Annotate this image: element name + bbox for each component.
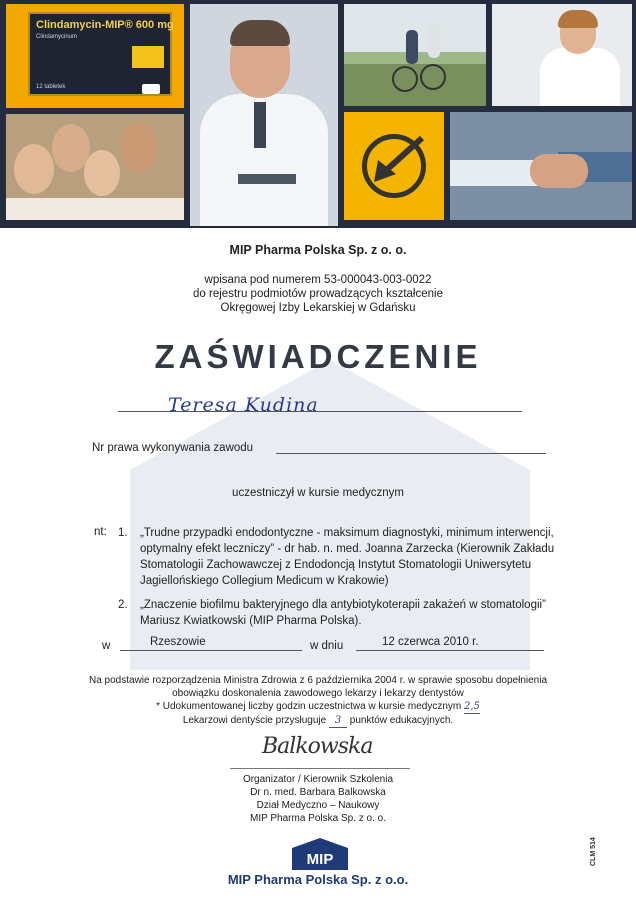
- document-title: ZAŚWIADCZENIE: [154, 338, 482, 375]
- registration-line: do rejestru podmiotów prowadzących kształcenie: [193, 288, 443, 300]
- hours-label: * Udokumentowanej liczby godzin uczestnictwa w kursie medycznym: [156, 701, 462, 712]
- legal-line: Na podstawie rozporządzenia Ministra Zdrowia z 6 października 2004 r. w sprawie sposobu dopełnienia: [88, 675, 548, 686]
- course-item: [140, 597, 546, 629]
- footer-company-name: MIP Pharma Polska Sp. z o.o.: [227, 872, 409, 887]
- clothing: [6, 198, 184, 220]
- arrow-down-left-icon: [344, 112, 444, 220]
- points-suffix: punktów edukacyjnych.: [349, 715, 454, 726]
- course-item-number: 1.: [118, 527, 128, 539]
- course-item-line: Mariusz Kwiatkowski (MIP Pharma Polska).: [140, 615, 362, 627]
- package-logo-icon: [142, 84, 160, 94]
- doctor-photo: [190, 4, 338, 226]
- mip-logo-text: MIP: [306, 851, 334, 868]
- package-count: 12 tabletek: [36, 84, 66, 90]
- doctor-hair: [230, 20, 290, 46]
- hours-line: [0, 700, 636, 714]
- wheel-icon: [420, 64, 446, 90]
- document-code: CLM 514: [590, 837, 597, 866]
- clindamycin-package: [28, 12, 172, 96]
- cyclists-photo: [344, 4, 486, 106]
- course-item-line: Stomatologii Zachowawczej z Endodoncją Instytut Stomatologii Uniwersytetu: [140, 559, 532, 571]
- license-number-line: [276, 453, 546, 454]
- package-sublabel: Clindamycinum: [36, 34, 78, 40]
- course-item: [140, 525, 554, 589]
- header-photo-banner: [0, 0, 636, 228]
- organizer-line: Dział Medyczno – Naukowy: [256, 800, 380, 811]
- registration-line: wpisana pod numerem 53-000043-003-0022: [204, 274, 432, 286]
- doctor-folder: [238, 174, 296, 184]
- registration-info: [0, 273, 636, 315]
- name-line: [118, 411, 522, 412]
- course-date: 12 czerwca 2010 r.: [382, 636, 479, 648]
- organizer-line: MIP Pharma Polska Sp. z o. o.: [250, 813, 386, 824]
- face: [14, 144, 54, 194]
- family-photo: [6, 114, 184, 220]
- package-label: Clindamycin-MIP® 600 mg: [36, 19, 174, 31]
- organizer-line: Organizator / Kierownik Szkolenia: [242, 774, 394, 785]
- mip-logo-icon: [292, 838, 348, 870]
- points-line: [0, 714, 636, 728]
- license-label: Nr prawa wykonywania zawodu: [92, 442, 254, 454]
- date-line: [356, 650, 544, 651]
- points-value: 3: [329, 714, 347, 728]
- face: [120, 122, 158, 172]
- legal-line: obowiązku doskonalenia zawodowego lekarzy i lekarzy dentystów: [172, 688, 464, 699]
- product-box-photo: [6, 4, 184, 108]
- organizer-signature: Balkowska: [262, 734, 373, 759]
- course-item-number: 2.: [118, 599, 128, 611]
- organizer-block: [0, 773, 636, 825]
- legal-note: [0, 674, 636, 728]
- rider-1: [406, 30, 418, 64]
- wheel-icon: [392, 66, 418, 92]
- place-label: w: [102, 640, 111, 652]
- arrow-graphic: [344, 112, 444, 220]
- organizer-line: Dr n. med. Barbara Balkowska: [250, 787, 386, 798]
- package-badge: [132, 46, 164, 68]
- course-intro: uczestniczył w kursie medycznym: [232, 487, 404, 499]
- lab-hair: [558, 10, 598, 28]
- lab-coat: [540, 48, 620, 106]
- handshake-hands: [530, 154, 588, 188]
- face: [84, 150, 120, 196]
- hours-value: 2,5: [464, 701, 480, 712]
- place-line: [120, 650, 302, 651]
- handshake-photo: [450, 112, 632, 220]
- course-item-line: „Trudne przypadki endodontyczne - maksimum diagnostyki, minimum interwencji,: [140, 527, 554, 539]
- course-item-line: Jagiellońskiego Collegium Medicum w Krakowie): [140, 575, 389, 587]
- rider-2: [428, 24, 440, 58]
- course-item-line: „Znaczenie biofilmu bakteryjnego dla antybiotykoterapii zakażeń w stomatologii”: [140, 599, 546, 611]
- place-city: Rzeszowie: [150, 636, 206, 648]
- laboratory-photo: [492, 4, 632, 106]
- points-prefix: Lekarzowi dentyście przysługuje: [182, 715, 327, 726]
- course-item-line: optymalny efekt leczniczy” - dr hab. n. med. Joanna Zarzecka (Kierownik Zakładu: [140, 543, 555, 555]
- issuer-name: MIP Pharma Polska Sp. z o. o.: [229, 243, 407, 257]
- date-label: w dniu: [310, 640, 344, 652]
- signature-line: [230, 768, 410, 769]
- registration-line: Okręgowej Izby Lekarskiej w Gdańsku: [220, 302, 416, 314]
- doctor-tie: [254, 102, 266, 148]
- course-topic-prefix: nt:: [94, 526, 107, 538]
- participant-name: Teresa Kudina: [168, 394, 319, 416]
